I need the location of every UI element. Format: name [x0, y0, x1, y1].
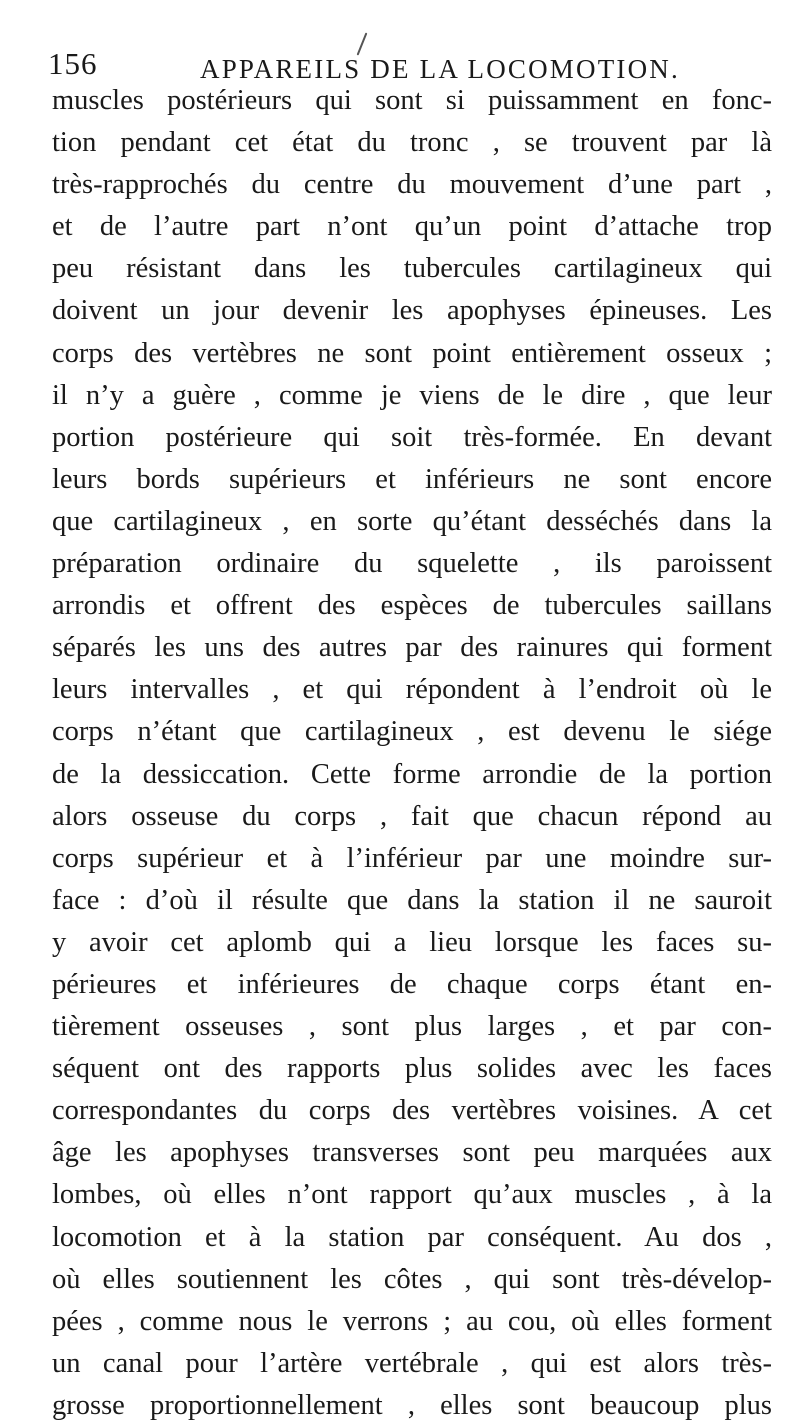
text-line: muscles postérieurs qui sont si puissamment en fonc- [52, 85, 772, 116]
text-line: doivent un jour devenir les apophyses épineuses. Les [52, 295, 772, 327]
text-line: pées , comme nous le verrons ; au cou, où elles forment [52, 1305, 772, 1337]
text-line: correspondantes du corps des vertèbres voisines. A cet [52, 1095, 772, 1127]
body-text [52, 80, 772, 1427]
text-line: corps des vertèbres ne sont point entièrement osseux ; [52, 337, 772, 369]
text-line: il n’y a guère , comme je viens de le dire , que leur [52, 379, 772, 411]
running-head: APPAREILS DE LA LOCOMOTION. [200, 54, 680, 84]
text-line: leurs bords supérieurs et inférieurs ne sont encore [52, 463, 772, 495]
text-line: très-rapprochés du centre du mouvement d’une part , [52, 169, 772, 201]
text-line: tion pendant cet état du tronc , se trouvent par là [52, 127, 772, 159]
text-line: peu résistant dans les tubercules cartilagineux qui [52, 253, 772, 285]
text-line: arrondis et offrent des espèces de tubercules saillans [52, 590, 772, 622]
text-line: locomotion et à la station par conséquent. Au dos , [52, 1221, 772, 1253]
text-line: corps n’étant que cartilagineux , est devenu le siége [52, 716, 772, 748]
text-line: leurs intervalles , et qui répondent à l’endroit où le [52, 674, 772, 706]
text-line: y avoir cet aplomb qui a lieu lorsque les faces su- [52, 926, 772, 958]
text-line: périeures et inférieures de chaque corps étant en- [52, 968, 772, 1000]
text-line: séparés les uns des autres par des rainures qui forment [52, 632, 772, 664]
ink-mark [357, 32, 368, 55]
text-line: face : d’où il résulte que dans la station il ne sauroit [52, 884, 772, 916]
text-line: corps supérieur et à l’inférieur par une moindre sur- [52, 842, 772, 874]
text-line: où elles soutiennent les côtes , qui sont très-dévelop- [52, 1263, 772, 1295]
text-line: lombes, où elles n’ont rapport qu’aux muscles , à la [52, 1179, 772, 1211]
text-line: de la dessiccation. Cette forme arrondie de la portion [52, 758, 772, 790]
text-line: portion postérieure qui soit très-formée. En devant [52, 421, 772, 453]
text-line: âge les apophyses transverses sont peu marquées aux [52, 1137, 772, 1169]
text-line: que cartilagineux , en sorte qu’étant desséchés dans la [52, 505, 772, 537]
text-line: séquent ont des rapports plus solides avec les faces [52, 1053, 772, 1085]
text-line: grosse proportionnellement , elles sont beaucoup plus [52, 1389, 772, 1421]
page-number: 156 [48, 46, 98, 81]
text-line: préparation ordinaire du squelette , ils paroissent [52, 548, 772, 580]
text-line: un canal pour l’artère vertébrale , qui est alors très- [52, 1347, 772, 1379]
text-line: tièrement osseuses , sont plus larges , et par con- [52, 1011, 772, 1043]
text-line: alors osseuse du corps , fait que chacun répond au [52, 800, 772, 832]
text-line: et de l’autre part n’ont qu’un point d’attache trop [52, 211, 772, 243]
